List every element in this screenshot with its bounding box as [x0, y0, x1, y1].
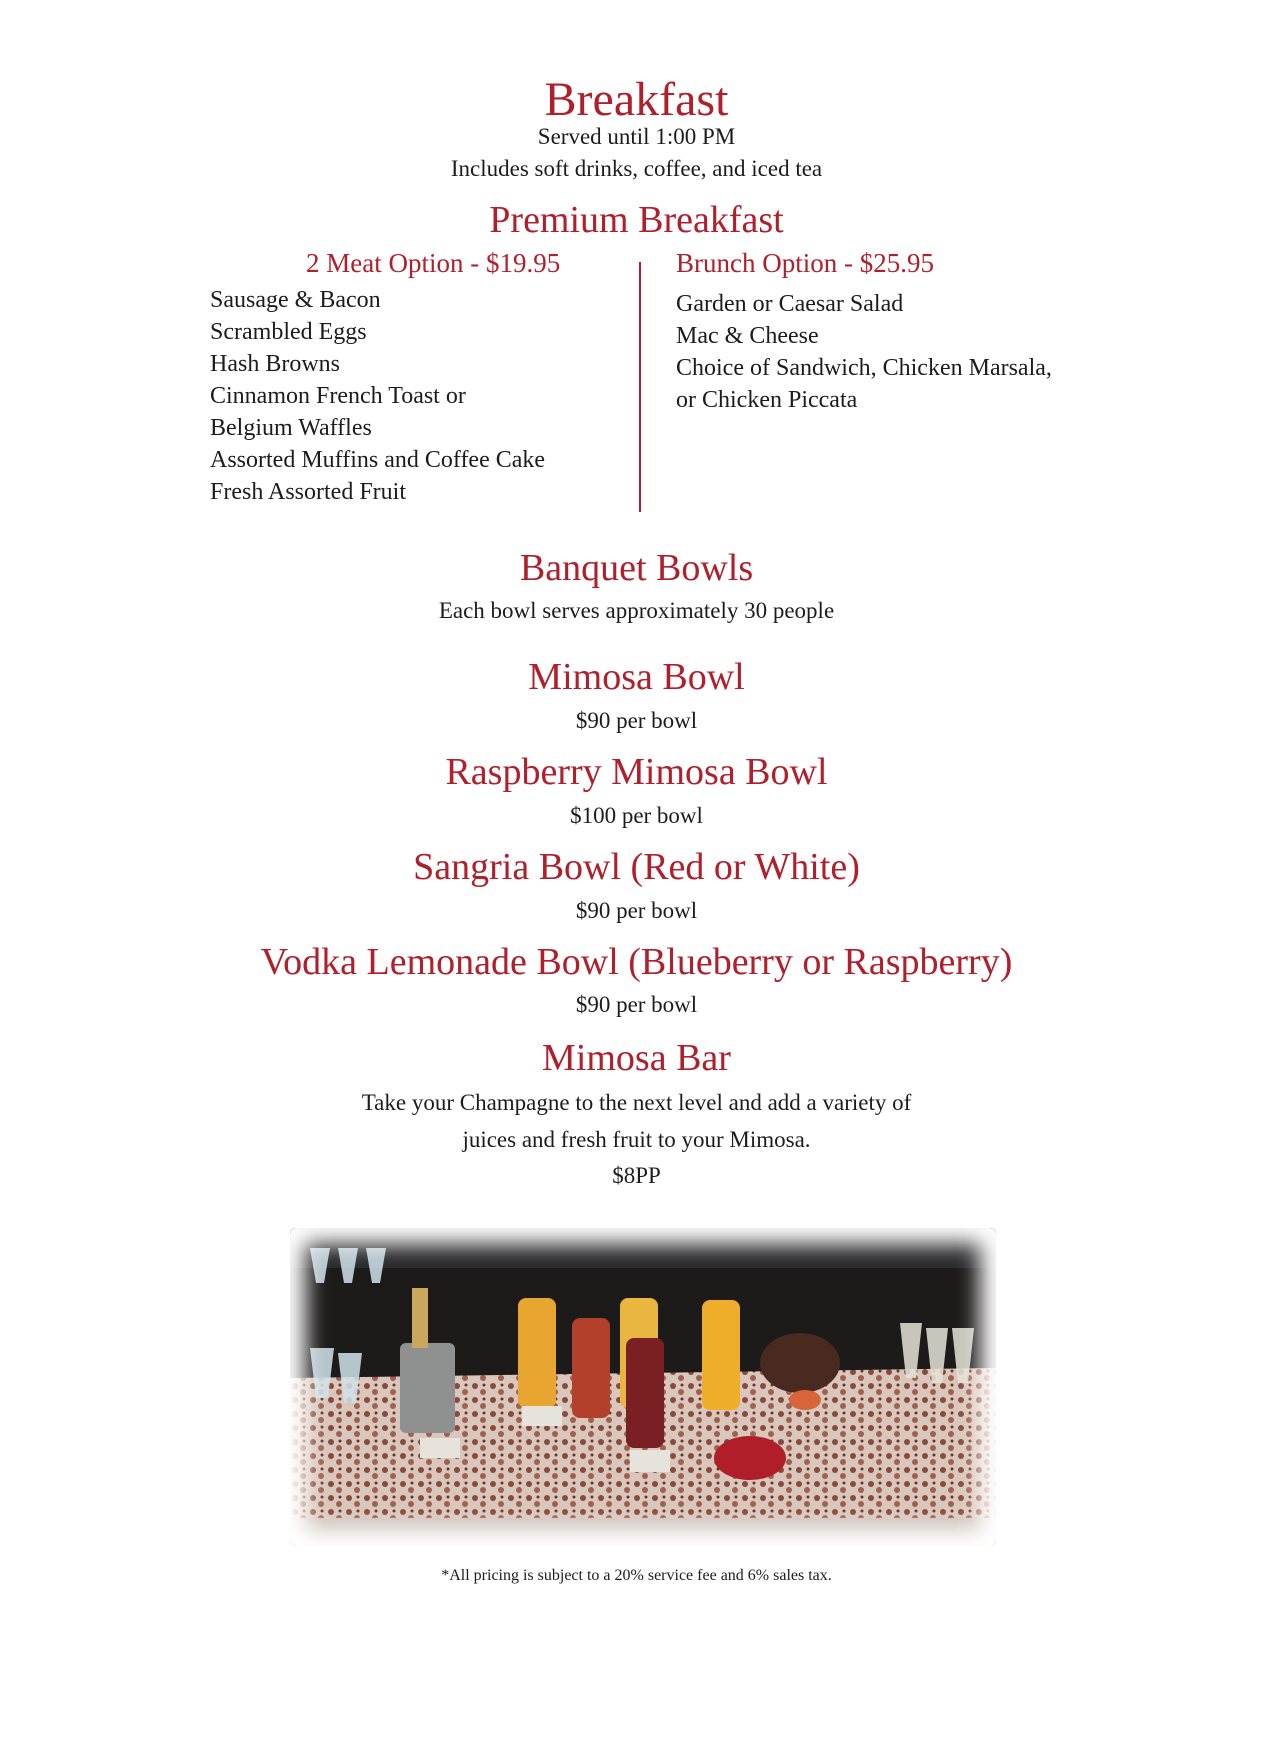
bowl-price: $90 per bowl: [575, 898, 698, 923]
column-divider: [639, 262, 641, 512]
breakfast-includes: Includes soft drinks, coffee, and iced tea: [450, 156, 823, 181]
list-item: Sausage & Bacon: [210, 287, 381, 313]
meat-option-heading: 2 Meat Option - $19.95: [306, 248, 561, 278]
list-item: Hash Browns: [210, 351, 340, 377]
brunch-option-list: [676, 288, 1052, 416]
breakfast-served-until: Served until 1:00 PM: [537, 124, 736, 149]
bowl-price: $90 per bowl: [575, 992, 698, 1017]
pricing-footnote: *All pricing is subject to a 20% service fee and 6% sales tax.: [441, 1567, 832, 1584]
banquet-bowls-subtitle: Each bowl serves approximately 30 people: [438, 598, 835, 623]
mimosa-bar-line2: juices and fresh fruit to your Mimosa.: [462, 1127, 811, 1152]
brunch-option-heading: Brunch Option - $25.95: [676, 248, 934, 278]
breakfast-title: Breakfast: [544, 73, 729, 126]
mimosa-bar-price: $8PP: [612, 1163, 661, 1188]
premium-breakfast-title: Premium Breakfast: [489, 199, 784, 241]
list-item: Scrambled Eggs: [210, 319, 367, 345]
bowl-name: Sangria Bowl (Red or White): [413, 846, 860, 888]
bowl-price: $100 per bowl: [570, 803, 703, 828]
banquet-bowls-title: Banquet Bowls: [519, 547, 754, 589]
mimosa-bar-line1: Take your Champagne to the next level and add a variety of: [361, 1090, 912, 1115]
bowl-name: Mimosa Bowl: [528, 656, 745, 698]
list-item: or Chicken Piccata: [676, 387, 858, 413]
list-item: Choice of Sandwich, Chicken Marsala,: [676, 355, 1052, 381]
list-item: Fresh Assorted Fruit: [210, 479, 407, 505]
list-item: Assorted Muffins and Coffee Cake: [210, 447, 546, 473]
list-item: Mac & Cheese: [676, 323, 819, 349]
bowl-name: Raspberry Mimosa Bowl: [445, 751, 828, 793]
list-item: Belgium Waffles: [210, 415, 372, 441]
list-item: Garden or Caesar Salad: [676, 291, 904, 317]
list-item: Cinnamon French Toast or: [210, 383, 466, 409]
mimosa-bar-photo: [290, 1228, 996, 1546]
mimosa-bar-title: Mimosa Bar: [542, 1037, 731, 1079]
bowl-price: $90 per bowl: [575, 708, 698, 733]
meat-option-list: [210, 284, 545, 508]
bowl-name: Vodka Lemonade Bowl (Blueberry or Raspberry): [260, 941, 1013, 983]
